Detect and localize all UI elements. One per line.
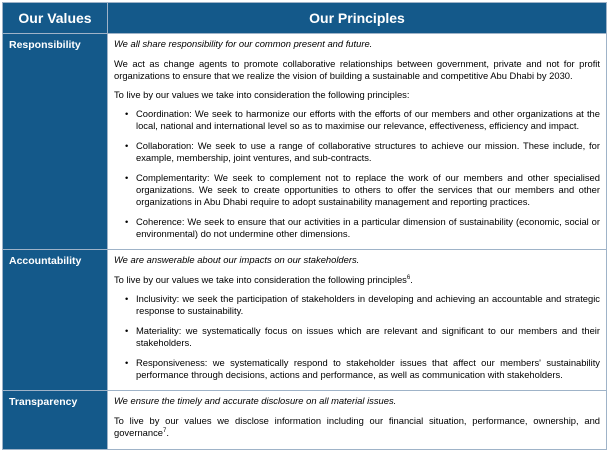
list-item: • Complementarity: We seek to complement not to replace the work of our members and other specialised organizations. We seek to create opportunities to others to offer the services that our members and other organizations in Abu Dhabi require to adopt sustainability management and reporting practices. <box>136 172 600 208</box>
value-label-responsibility: Responsibility <box>3 34 108 250</box>
list-item: • Coordination: We seek to harmonize our efforts with the efforts of our members and other organizations at the local, national and international level so as to maximise our relevance, effectiveness, efficiency and impact. <box>136 108 600 132</box>
lead-paragraph: To live by our values we take into consideration the following principles$^6$. <box>114 274 413 285</box>
list-item: • Materiality: we systematically focus on issues which are relevant and significant to our members and their stakeholders. <box>136 325 600 349</box>
principles-list <box>114 108 600 240</box>
table-row-transparency <box>3 391 607 450</box>
intro-paragraph: We act as change agents to promote collaborative relationships between government, private and not for profit organizations to ensure that we realize the vision of building a sustainable and competitive Abu Dhabi by 2030. <box>114 58 600 81</box>
value-label-accountability: Accountability <box>3 250 108 391</box>
principles-column-header: Our Principles <box>108 3 607 34</box>
list-item: • Inclusivity: we seek the participation of stakeholders in developing and achieving an accountable and strategic response to sustainability. <box>136 293 600 317</box>
lead-paragraph: To live by our values we disclose information including our financial situation, performance, ownership, and governance$^7$. <box>114 415 600 438</box>
tagline: We all share responsibility for our common present and future. <box>114 38 373 49</box>
values-column-header: Our Values <box>3 3 108 34</box>
footnote-ref: 6 <box>406 274 411 281</box>
principles-list <box>114 293 600 381</box>
values-principles-table <box>2 2 607 450</box>
lead-paragraph: To live by our values we take into consideration the following principles: <box>114 89 410 100</box>
principles-cell-accountability <box>108 250 607 391</box>
list-item: • Coherence: We seek to ensure that our activities in a particular dimension of sustainability (economic, social or environmental) do not undermine other dimensions. <box>136 216 600 240</box>
tagline: We are answerable about our impacts on our stakeholders. <box>114 254 360 265</box>
table-row-accountability <box>3 250 607 391</box>
table-header-row <box>3 3 607 34</box>
value-label-transparency: Transparency <box>3 391 108 450</box>
footnote-ref: 7 <box>163 427 167 434</box>
list-item: • Responsiveness: we systematically respond to stakeholder issues that affect our members' sustainability performance through decisions, actions and performance, as well as communication with stakeholders. <box>136 357 600 381</box>
principles-cell-transparency <box>108 391 607 450</box>
tagline: We ensure the timely and accurate disclosure on all material issues. <box>114 395 397 406</box>
list-item: • Collaboration: We seek to use a range of collaborative structures to achieve our mission. These include, for example, membership, joint ventures, and sub-contracts. <box>136 140 600 164</box>
table-row-responsibility <box>3 34 607 250</box>
principles-cell-responsibility <box>108 34 607 250</box>
